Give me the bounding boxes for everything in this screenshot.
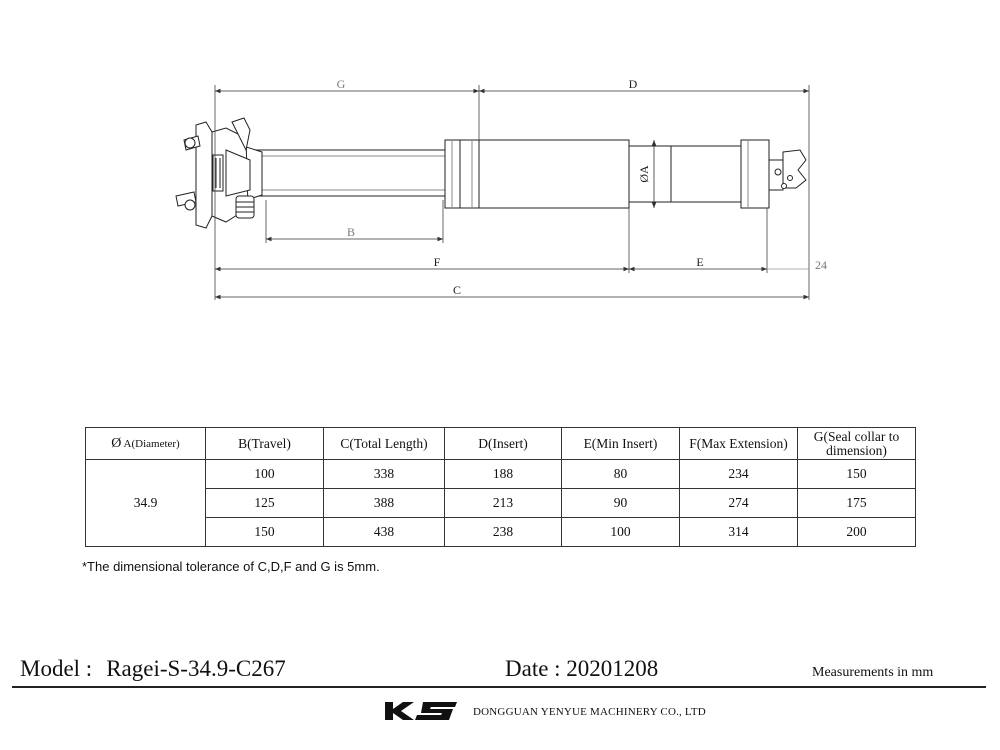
table-cell: 175 (798, 489, 916, 518)
dim-label-G: G (336, 77, 346, 91)
table-cell: 213 (445, 489, 562, 518)
table-cell: 388 (324, 489, 445, 518)
table-header-row (86, 428, 916, 460)
cable-actuator (769, 150, 806, 190)
header-min-insert: E(Min Insert) (562, 428, 680, 460)
seatpost-body (176, 118, 806, 228)
main-tube (479, 140, 629, 208)
dim-label-F: F (433, 255, 441, 269)
date-field: Date : 20201208 (505, 656, 659, 681)
table-row (86, 460, 916, 489)
units-note: Measurements in mm (812, 665, 934, 680)
dim-label-C: C (452, 283, 462, 297)
table-cell: 438 (324, 518, 445, 547)
model-value: Ragei-S-34.9-C267 (106, 656, 286, 681)
table-cell: 100 (562, 518, 680, 547)
table-cell: 150 (798, 460, 916, 489)
header-total-length: C(Total Length) (324, 428, 445, 460)
dim-label-B: B (346, 225, 356, 239)
table-cell: 238 (445, 518, 562, 547)
header-diameter: Ø A(Diameter) (86, 428, 206, 460)
table-row (86, 489, 916, 518)
spec-table (85, 427, 916, 547)
table-cell: 314 (680, 518, 798, 547)
cell-diameter-value: 34.9 (86, 460, 206, 547)
table-cell: 188 (445, 460, 562, 489)
ks-logo-icon (383, 699, 459, 723)
tolerance-note: *The dimensional tolerance of C,D,F and G is 5mm. (82, 559, 380, 574)
table-cell: 90 (562, 489, 680, 518)
table-cell: 125 (206, 489, 324, 518)
footer-divider (12, 686, 986, 688)
stanchion-tube (255, 150, 447, 196)
table-cell: 274 (680, 489, 798, 518)
seatpost-technical-drawing (0, 0, 1000, 340)
saddle-clamp-head (176, 118, 262, 228)
model-field (20, 656, 286, 682)
table-cell: 234 (680, 460, 798, 489)
header-seal-collar: G(Seal collar to dimension) (798, 428, 916, 460)
table-cell: 150 (206, 518, 324, 547)
header-max-extension: F(Max Extension) (680, 428, 798, 460)
dim-label-E: E (696, 255, 704, 269)
model-label: Model : (20, 656, 93, 681)
header-travel: B(Travel) (206, 428, 324, 460)
seal-collar (445, 140, 479, 208)
table-cell: 200 (798, 518, 916, 547)
header-insert: D(Insert) (445, 428, 562, 460)
bottom-cap (741, 140, 769, 208)
dim-label-D: D (628, 77, 638, 91)
company-name: DONGGUAN YENYUE MACHINERY CO., LTD (473, 706, 706, 718)
dim-label-diameter: ØA (637, 165, 651, 183)
table-cell: 100 (206, 460, 324, 489)
dim-label-offset: 24 (815, 258, 827, 272)
company-block (0, 697, 1000, 727)
table-row (86, 518, 916, 547)
table-cell: 80 (562, 460, 680, 489)
table-cell: 338 (324, 460, 445, 489)
